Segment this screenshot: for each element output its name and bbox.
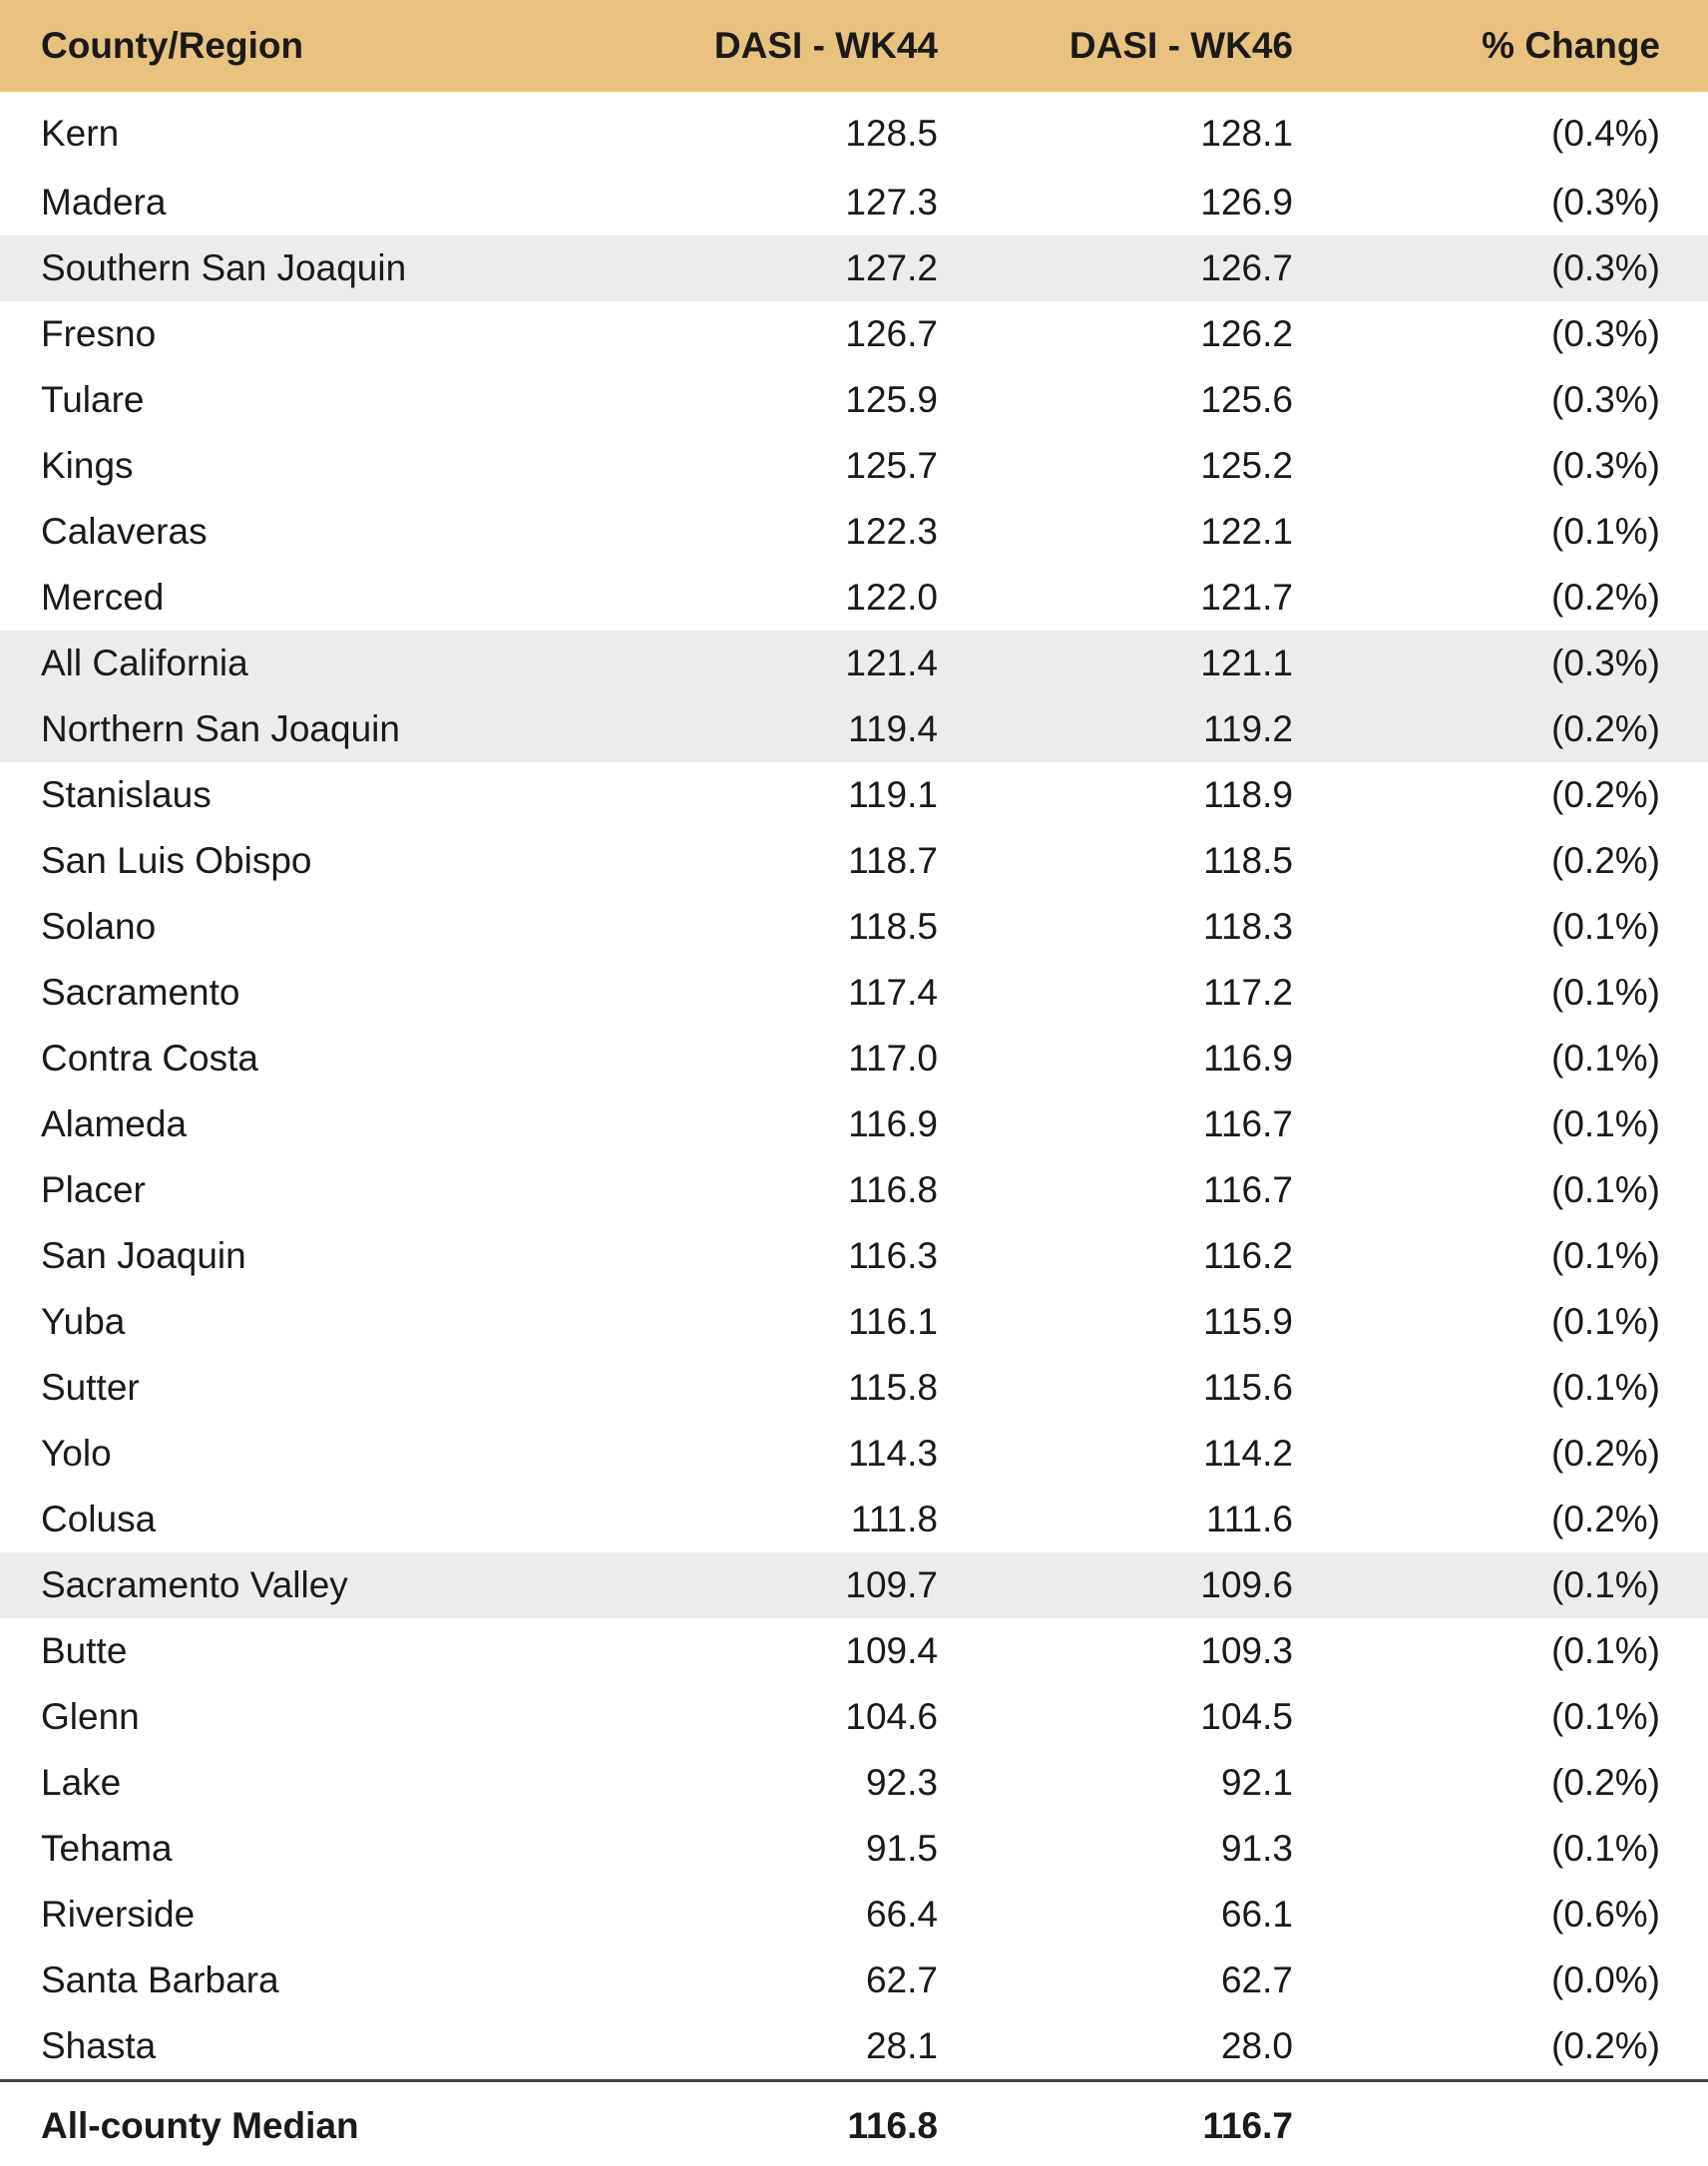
dasi-wk46-cell: 125.2	[938, 433, 1293, 499]
county-name-cell: Kern	[0, 92, 559, 170]
county-name-cell: All California	[0, 631, 559, 696]
dasi-wk46-cell: 109.3	[938, 1618, 1293, 1684]
dasi-wk44-cell: 117.0	[559, 1026, 938, 1091]
county-name-cell: Fresno	[0, 301, 559, 367]
percent-change-cell: (0.6%)	[1293, 1882, 1708, 1948]
dasi-wk44-cell: 109.4	[559, 1618, 938, 1684]
percent-change-cell: (0.2%)	[1293, 1421, 1708, 1487]
dasi-wk44-cell: 114.3	[559, 1421, 938, 1487]
dasi-wk46-cell: 121.1	[938, 631, 1293, 696]
county-name-cell: Calaveras	[0, 499, 559, 565]
dasi-wk44-cell: 116.1	[559, 1289, 938, 1355]
table-row	[0, 762, 1708, 828]
dasi-wk44-cell: 91.5	[559, 1816, 938, 1882]
dasi-wk46-cell: 126.7	[938, 235, 1293, 301]
percent-change-cell: (0.3%)	[1293, 631, 1708, 696]
percent-change-cell: (0.3%)	[1293, 301, 1708, 367]
table-header	[0, 0, 1708, 92]
table-row	[0, 1750, 1708, 1816]
table-row	[0, 2013, 1708, 2081]
county-name-cell: Yolo	[0, 1421, 559, 1487]
dasi-wk46-cell: 114.2	[938, 1421, 1293, 1487]
dasi-wk46-cell: 28.0	[938, 2013, 1293, 2081]
dasi-wk44-cell: 66.4	[559, 1882, 938, 1948]
table-row	[0, 1816, 1708, 1882]
county-name-cell: Shasta	[0, 2013, 559, 2081]
percent-change-cell: (0.1%)	[1293, 1289, 1708, 1355]
dasi-wk44-cell: 117.4	[559, 960, 938, 1026]
county-name-cell: Riverside	[0, 1882, 559, 1948]
county-name-cell: Kings	[0, 433, 559, 499]
table-footer	[0, 2081, 1708, 2166]
table-row	[0, 565, 1708, 631]
table-row	[0, 1618, 1708, 1684]
dasi-wk44-cell: 119.4	[559, 696, 938, 762]
percent-change-cell: (0.2%)	[1293, 565, 1708, 631]
percent-change-cell: (0.2%)	[1293, 696, 1708, 762]
dasi-wk46-cell: 126.2	[938, 301, 1293, 367]
table-row	[0, 960, 1708, 1026]
county-name-cell: Northern San Joaquin	[0, 696, 559, 762]
dasi-wk46-cell: 116.9	[938, 1026, 1293, 1091]
county-name-cell: San Luis Obispo	[0, 828, 559, 894]
table-row	[0, 499, 1708, 565]
table-row	[0, 1684, 1708, 1750]
percent-change-cell: (0.2%)	[1293, 762, 1708, 828]
percent-change-cell: (0.0%)	[1293, 1948, 1708, 2013]
county-name-cell: Stanislaus	[0, 762, 559, 828]
region-row	[0, 631, 1708, 696]
dasi-wk44-cell: 111.8	[559, 1487, 938, 1552]
dasi-wk44-cell: 118.7	[559, 828, 938, 894]
dasi-wk46-cell: 104.5	[938, 1684, 1293, 1750]
county-name-cell: Placer	[0, 1157, 559, 1223]
county-name-cell: Tehama	[0, 1816, 559, 1882]
county-name-cell: Madera	[0, 170, 559, 235]
dasi-wk44-cell: 116.8	[559, 1157, 938, 1223]
dasi-wk44-cell: 128.5	[559, 92, 938, 170]
dasi-wk44-cell: 116.3	[559, 1223, 938, 1289]
dasi-wk44-cell: 104.6	[559, 1684, 938, 1750]
dasi-wk46-cell: 111.6	[938, 1487, 1293, 1552]
county-name-cell: Alameda	[0, 1091, 559, 1157]
county-name-cell: Contra Costa	[0, 1026, 559, 1091]
county-name-cell: Butte	[0, 1618, 559, 1684]
county-name-cell: Colusa	[0, 1487, 559, 1552]
county-name-cell: Sacramento	[0, 960, 559, 1026]
percent-change-cell: (0.3%)	[1293, 367, 1708, 433]
dasi-wk46-cell: 109.6	[938, 1552, 1293, 1618]
percent-change-cell: (0.2%)	[1293, 828, 1708, 894]
county-name-cell: Southern San Joaquin	[0, 235, 559, 301]
table-row	[0, 828, 1708, 894]
dasi-wk46-cell: 118.9	[938, 762, 1293, 828]
percent-change-cell: (0.2%)	[1293, 2013, 1708, 2081]
percent-change-cell: (0.1%)	[1293, 1157, 1708, 1223]
county-name-cell: Sacramento Valley	[0, 1552, 559, 1618]
dasi-wk44-cell: 122.0	[559, 565, 938, 631]
table-row	[0, 1948, 1708, 2013]
county-name-cell: Solano	[0, 894, 559, 960]
percent-change-cell: (0.3%)	[1293, 235, 1708, 301]
percent-change-cell: (0.1%)	[1293, 1223, 1708, 1289]
dasi-wk44-cell: 92.3	[559, 1750, 938, 1816]
dasi-wk46-cell: 118.5	[938, 828, 1293, 894]
county-name-cell: Merced	[0, 565, 559, 631]
table-row	[0, 1223, 1708, 1289]
table-row	[0, 1421, 1708, 1487]
dasi-wk46-cell: 117.2	[938, 960, 1293, 1026]
percent-change-cell: (0.1%)	[1293, 1618, 1708, 1684]
header-county-region: County/Region	[0, 0, 559, 92]
median-percent-change	[1293, 2081, 1708, 2166]
county-name-cell: Santa Barbara	[0, 1948, 559, 2013]
table-row	[0, 1882, 1708, 1948]
dasi-wk46-cell: 125.6	[938, 367, 1293, 433]
header-percent-change: % Change	[1293, 0, 1708, 92]
region-row	[0, 1552, 1708, 1618]
median-row	[0, 2081, 1708, 2166]
table-row	[0, 433, 1708, 499]
dasi-wk46-cell: 115.9	[938, 1289, 1293, 1355]
dasi-wk46-cell: 92.1	[938, 1750, 1293, 1816]
table-row	[0, 1157, 1708, 1223]
header-dasi-wk44: DASI - WK44	[559, 0, 938, 92]
table-row	[0, 1026, 1708, 1091]
header-row	[0, 0, 1708, 92]
dasi-wk44-cell: 116.9	[559, 1091, 938, 1157]
dasi-wk46-cell: 62.7	[938, 1948, 1293, 2013]
dasi-wk46-cell: 126.9	[938, 170, 1293, 235]
table-row	[0, 1487, 1708, 1552]
dasi-wk46-cell: 119.2	[938, 696, 1293, 762]
median-wk46: 116.7	[938, 2081, 1293, 2166]
county-name-cell: Tulare	[0, 367, 559, 433]
dasi-wk46-cell: 115.6	[938, 1355, 1293, 1421]
county-name-cell: Lake	[0, 1750, 559, 1816]
table-row	[0, 1355, 1708, 1421]
dasi-wk46-cell: 122.1	[938, 499, 1293, 565]
median-label: All-county Median	[0, 2081, 559, 2166]
dasi-wk44-cell: 125.7	[559, 433, 938, 499]
county-name-cell: Yuba	[0, 1289, 559, 1355]
dasi-wk44-cell: 125.9	[559, 367, 938, 433]
county-name-cell: Sutter	[0, 1355, 559, 1421]
dasi-wk46-cell: 118.3	[938, 894, 1293, 960]
dasi-wk46-cell: 116.7	[938, 1091, 1293, 1157]
dasi-wk44-cell: 126.7	[559, 301, 938, 367]
dasi-wk46-cell: 116.2	[938, 1223, 1293, 1289]
dasi-wk44-cell: 28.1	[559, 2013, 938, 2081]
percent-change-cell: (0.2%)	[1293, 1487, 1708, 1552]
table-row	[0, 1289, 1708, 1355]
region-row	[0, 696, 1708, 762]
percent-change-cell: (0.3%)	[1293, 170, 1708, 235]
dasi-wk46-cell: 91.3	[938, 1816, 1293, 1882]
dasi-wk46-cell: 128.1	[938, 92, 1293, 170]
dasi-wk44-cell: 121.4	[559, 631, 938, 696]
dasi-wk44-cell: 122.3	[559, 499, 938, 565]
table-body	[0, 92, 1708, 2081]
dasi-wk44-cell: 62.7	[559, 1948, 938, 2013]
dasi-wk44-cell: 109.7	[559, 1552, 938, 1618]
dasi-wk44-cell: 118.5	[559, 894, 938, 960]
table-row	[0, 367, 1708, 433]
percent-change-cell: (0.1%)	[1293, 1684, 1708, 1750]
dasi-wk44-cell: 119.1	[559, 762, 938, 828]
percent-change-cell: (0.1%)	[1293, 1816, 1708, 1882]
dasi-wk46-cell: 116.7	[938, 1157, 1293, 1223]
dasi-wk46-cell: 121.7	[938, 565, 1293, 631]
county-name-cell: Glenn	[0, 1684, 559, 1750]
table-row	[0, 301, 1708, 367]
table-row	[0, 170, 1708, 235]
percent-change-cell: (0.3%)	[1293, 433, 1708, 499]
median-wk44: 116.8	[559, 2081, 938, 2166]
table-row	[0, 92, 1708, 170]
percent-change-cell: (0.1%)	[1293, 960, 1708, 1026]
region-row	[0, 235, 1708, 301]
county-name-cell: San Joaquin	[0, 1223, 559, 1289]
percent-change-cell: (0.1%)	[1293, 499, 1708, 565]
percent-change-cell: (0.1%)	[1293, 1552, 1708, 1618]
percent-change-cell: (0.1%)	[1293, 1091, 1708, 1157]
percent-change-cell: (0.1%)	[1293, 1355, 1708, 1421]
percent-change-cell: (0.1%)	[1293, 894, 1708, 960]
table-row	[0, 1091, 1708, 1157]
table-row	[0, 894, 1708, 960]
dasi-wk44-cell: 115.8	[559, 1355, 938, 1421]
dasi-wk44-cell: 127.2	[559, 235, 938, 301]
percent-change-cell: (0.4%)	[1293, 92, 1708, 170]
header-dasi-wk46: DASI - WK46	[938, 0, 1293, 92]
percent-change-cell: (0.2%)	[1293, 1750, 1708, 1816]
dasi-wk46-cell: 66.1	[938, 1882, 1293, 1948]
percent-change-cell: (0.1%)	[1293, 1026, 1708, 1091]
dasi-wk44-cell: 127.3	[559, 170, 938, 235]
